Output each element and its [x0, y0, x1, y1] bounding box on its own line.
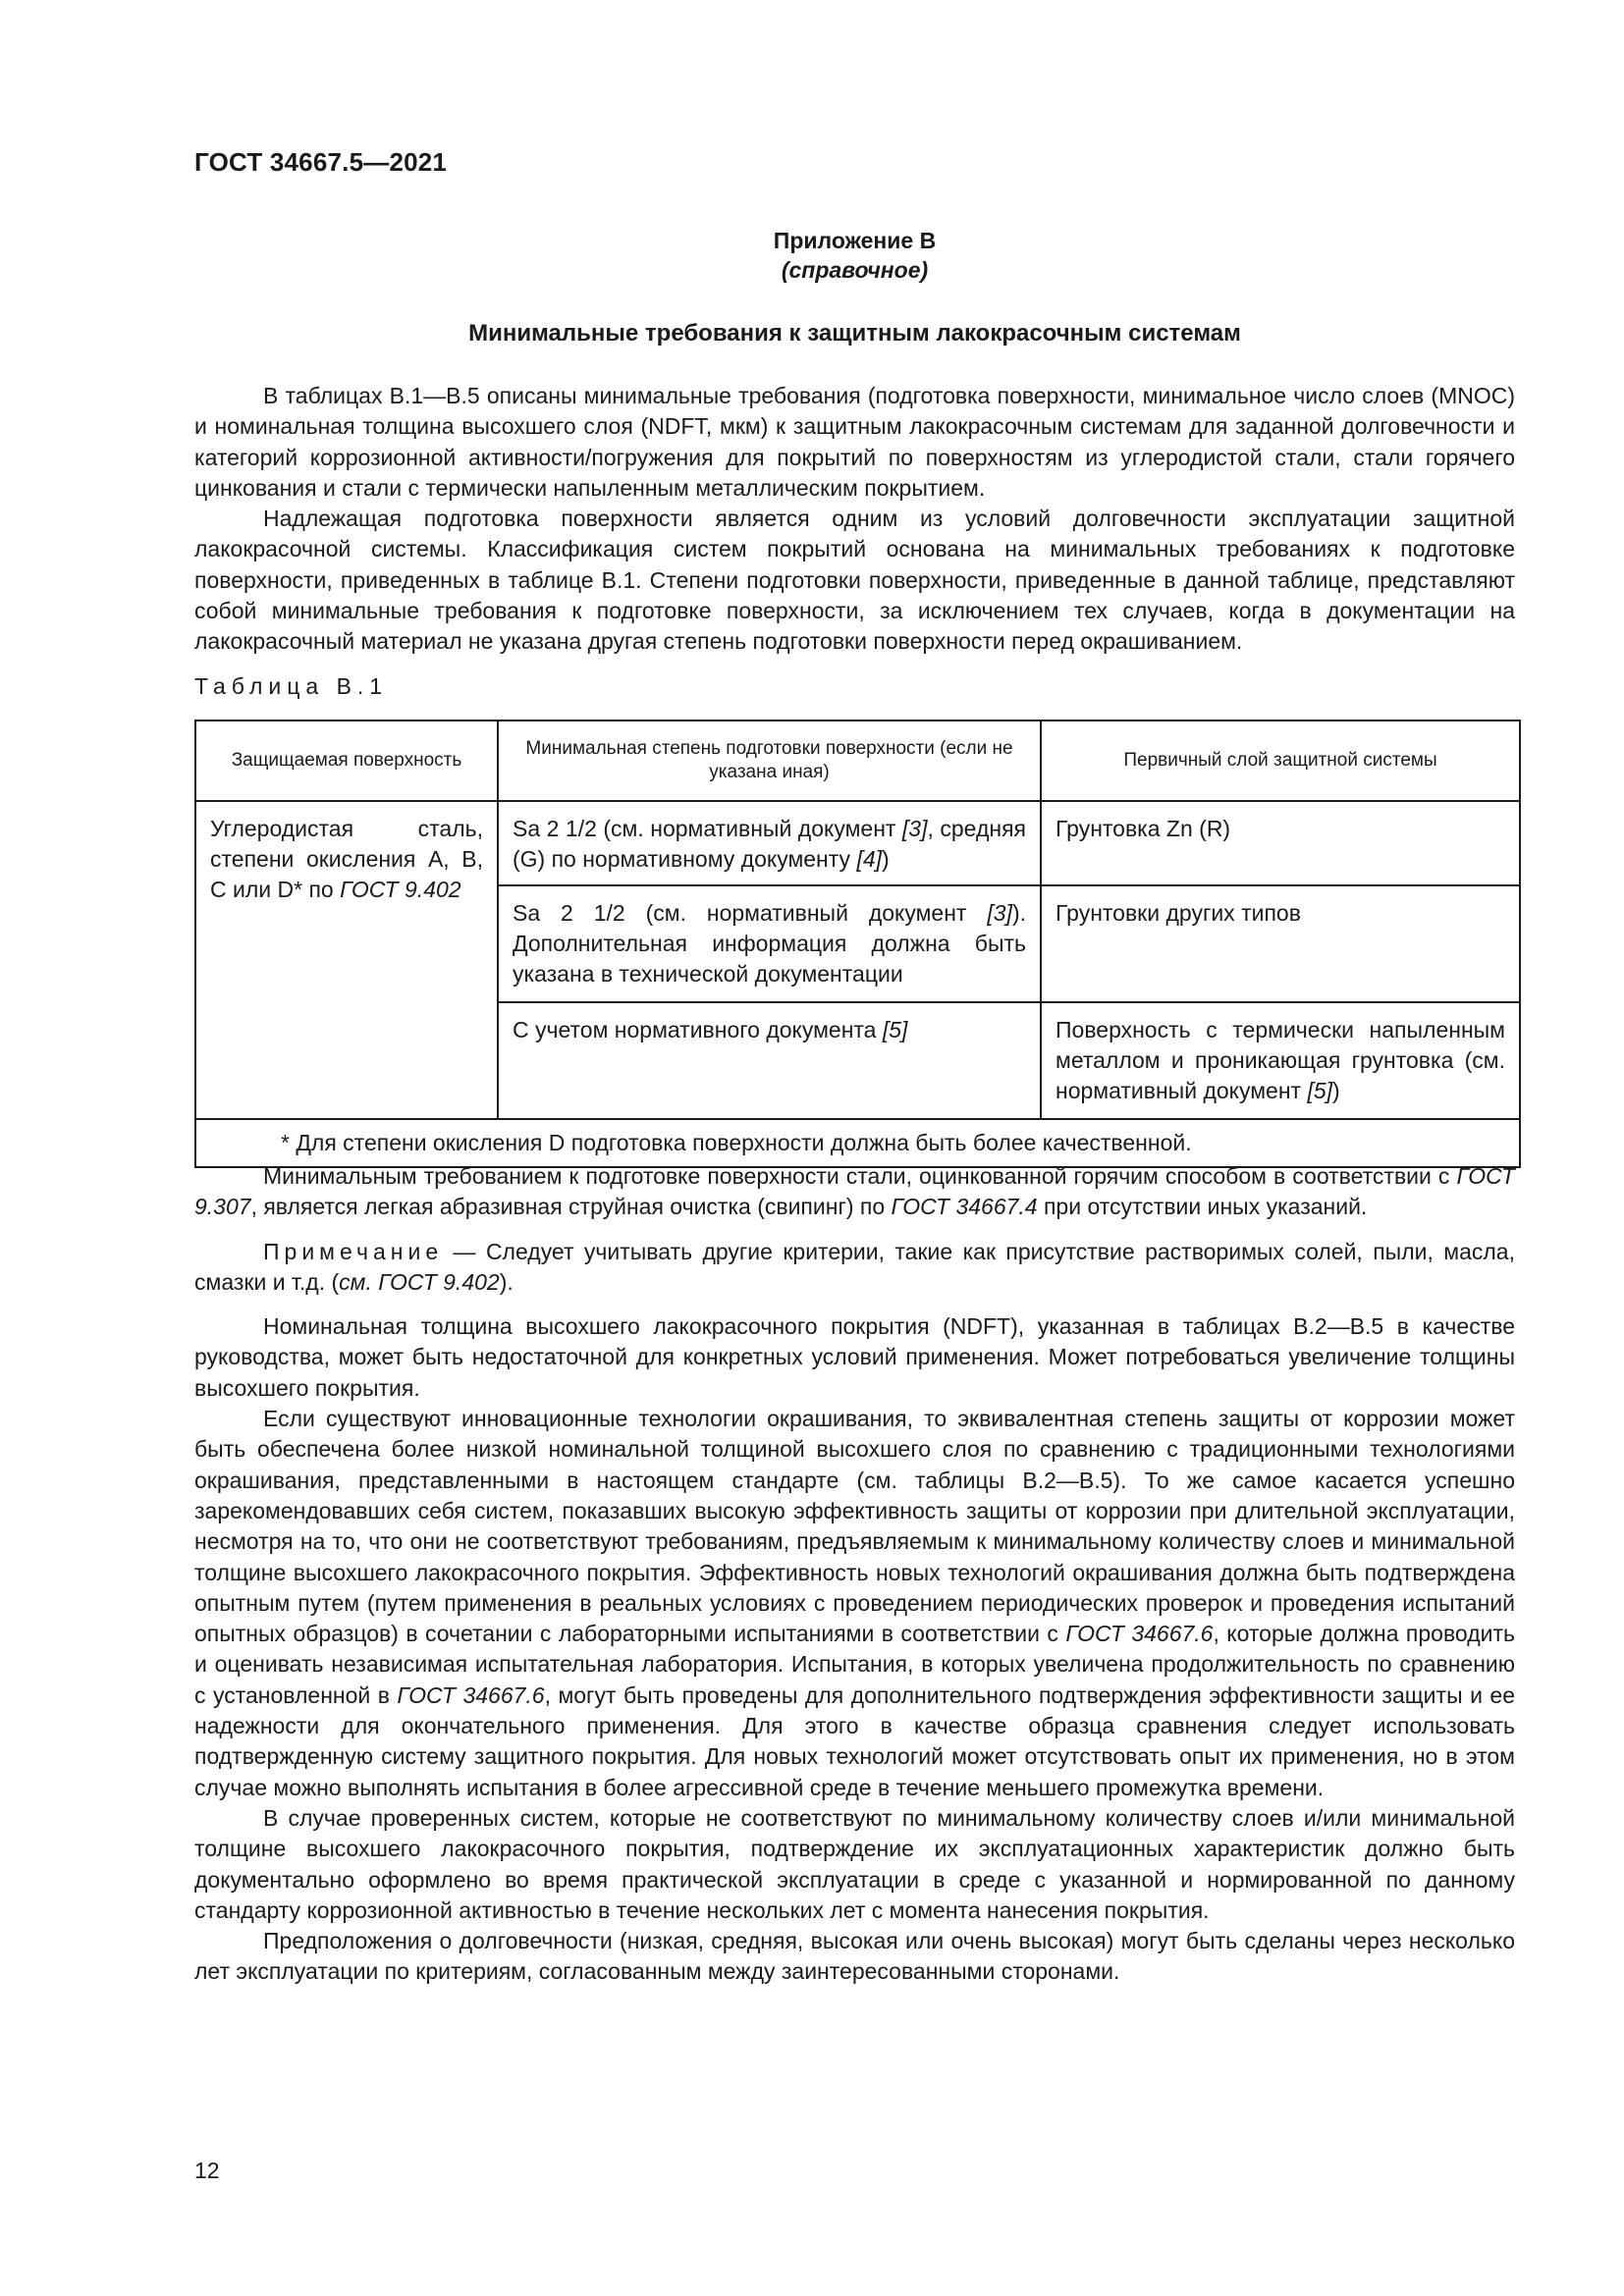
annex-heading	[194, 226, 1515, 285]
cell-text: Грунтовки других типов	[1056, 900, 1301, 926]
paragraph	[194, 1404, 1515, 1803]
paragraph-text: ).	[499, 1268, 514, 1295]
cell-text: С учетом нормативного документа	[513, 1017, 883, 1042]
paragraph-text: при отсутствии иных указаний.	[1037, 1194, 1368, 1220]
table-footnote: * Для степени окисления D подготовка поверхности должна быть более качественной.	[195, 1119, 1520, 1167]
table-header-cell: Первичный слой защитной системы	[1041, 721, 1520, 801]
section-title: Минимальные требования к защитным лакокрасочным системам	[468, 320, 1241, 347]
paragraph	[194, 1161, 1515, 1223]
body-text	[194, 1161, 1515, 1988]
paragraph: В таблицах В.1—В.5 описаны минимальные требования (подготовка поверхности, минимальное число слоев (MNOC) и номинальная толщина высохшего слоя (NDFT, мкм) к защитным лакокрасочным системам для заданной долговечности и категорий коррозионной активности/погружения для покрытий по поверхностям из углеродистой стали, стали горячего цинкования и стали с термически напыленным металлическим покрытием.	[194, 383, 1515, 501]
document-reference: [4]	[856, 846, 883, 872]
table-b1	[194, 720, 1521, 1168]
paragraph-text: , которые должна проводить и оценивать независимая испытательная лаборатория. Испытания, в которых увеличена продолжительность по сравнению с установленной в	[194, 1621, 1516, 1708]
paragraph-text: , могут быть проведены для дополнительного подтверждения эффективности защиты и ее надежности для окончательного применения. Для этого в качестве образца сравнения следует использовать подтвержденную систему защитного покрытия. Для новых технологий может отсутствовать опыт их применения, но в этом случае можно выполнять испытания в более агрессивной среде в течение меньшего промежутка времени.	[194, 1682, 1515, 1800]
cell-text: Углеродистая сталь, степени окисления А, В, С или D* по	[210, 816, 483, 902]
cell-text: ). Дополнительная информация должна быть указана в технической документации	[513, 900, 1026, 987]
table-header-cell: Минимальная степень подготовки поверхности (если не указана иная)	[498, 721, 1041, 801]
intro-text	[194, 381, 1515, 658]
table-cell-preparation	[498, 801, 1041, 885]
note-paragraph	[194, 1237, 1515, 1299]
standard-reference: ГОСТ 34667.6	[397, 1682, 545, 1708]
table-cell-preparation	[498, 1002, 1041, 1119]
paragraph-text: Если существуют инновационные технологии окрашивания, то эквивалентная степень защиты от коррозии может быть обеспечена более низкой номинальной толщиной высохшего слоя по сравнению с традиционными технологиями окрашивания, представленными в настоящем стандарте (см. таблицы В.2—В.5). То же самое касается успешно зарекомендовавших себя систем, показавших высокую эффективность защиты от коррозии при длительной эксплуатации, несмотря на то, что они не соответствуют требованиям, предъявляемым к минимальному количеству слоев и минимальной толщине высохшего лакокрасочного покрытия. Эффективность новых технологий окрашивания должна быть подтверждена опытным путем (путем применения в реальных условиях с проведением периодических проверок и проведения испытаний опытных образцов) в сочетании с лабораторными испытаниями в соответствии с	[194, 1406, 1515, 1647]
paragraph: Предположения о долговечности (низкая, средняя, высокая или очень высокая) могут быть сделаны через несколько лет эксплуатации по критериям, согласованным между заинтересованными сторонами.	[194, 1928, 1515, 1985]
table-cell-surface	[195, 801, 498, 1119]
table-cell-primer	[1041, 1002, 1520, 1119]
table-cell-preparation	[498, 885, 1041, 1002]
paragraph: В случае проверенных систем, которые не соответствуют по минимальному количеству слоев и/или минимальной толщине высохшего лакокрасочного покрытия, подтверждение их эксплуатационных характеристик должно быть документально оформлено во время практической эксплуатации в среде с указанной и нормированной по данному стандарту коррозионной активностью в течение нескольких лет с момента нанесения покрытия.	[194, 1804, 1515, 1923]
standard-reference: ГОСТ 34667.4	[891, 1194, 1038, 1220]
standard-reference: ГОСТ 9.402	[340, 877, 461, 902]
cell-text: Sa 2 1/2 (см. нормативный документ	[513, 816, 902, 841]
standard-reference: ГОСТ 34667.6	[1065, 1621, 1214, 1647]
cell-text: Поверхность с термически напыленным металлом и проникающая грунтовка (см. нормативный документ	[1056, 1017, 1505, 1103]
standard-number: ГОСТ 34667.5—2021	[194, 147, 448, 177]
paragraph: Номинальная толщина высохшего лакокрасочного покрытия (NDFT), указанная в таблицах В.2—В.5 в качестве руководства, может быть недостаточной для конкретных условий применения. Может потребоваться увеличение толщины высохшего покрытия.	[194, 1313, 1515, 1401]
table-row	[195, 801, 1520, 885]
standard-reference: ГОСТ 9.307	[194, 1163, 1515, 1220]
paragraph-text: — Следует учитывать другие критерии, такие как присутствие растворимых солей, пыли, масла, смазки и т.д. (	[194, 1238, 1515, 1295]
paragraph-text: Минимальным требованием к подготовке поверхности стали, оцинкованной горячим способом в соответствии с	[263, 1163, 1457, 1189]
paragraph: Надлежащая подготовка поверхности является одним из условий долговечности эксплуатации защитной лакокрасочной системы. Классификация систем покрытий основана на минимальных требованиях к подготовке поверхности, приведенных в таблице В.1. Степени подготовки поверхности, приведенные в данной таблице, представляют собой минимальные требования к подготовке поверхности, за исключением тех случаев, когда в документации на лакокрасочный материал не указана другая степень подготовки поверхности перед окрашиванием.	[194, 506, 1515, 655]
table-cell-primer	[1041, 885, 1520, 1002]
annex-subtitle: (справочное)	[781, 257, 929, 283]
cell-text: )	[882, 846, 890, 872]
standard-reference: см. ГОСТ 9.402	[339, 1268, 500, 1295]
annex-title: Приложение В	[773, 228, 937, 253]
cell-text: )	[1332, 1078, 1340, 1103]
paragraph-text: , является легкая абразивная струйная очистка (свипинг) по	[250, 1194, 892, 1220]
table-cell-primer	[1041, 801, 1520, 885]
table-footnote-row	[195, 1119, 1520, 1167]
document-reference: [3]	[987, 900, 1012, 926]
page-number: 12	[194, 2158, 220, 2183]
table-caption: Таблица В.1	[194, 673, 389, 699]
cell-text: Sa 2 1/2 (см. нормативный документ	[513, 900, 988, 926]
table-header-cell: Защищаемая поверхность	[195, 721, 498, 801]
document-reference: [5]	[1307, 1078, 1333, 1103]
note-label: Примечание	[263, 1238, 444, 1264]
cell-text: , средняя (G) по нормативному документу	[513, 816, 1026, 872]
table-header-row	[195, 721, 1520, 801]
cell-text: Грунтовка Zn (R)	[1056, 816, 1231, 841]
document-reference: [3]	[901, 816, 928, 841]
document-reference: [5]	[882, 1017, 908, 1042]
